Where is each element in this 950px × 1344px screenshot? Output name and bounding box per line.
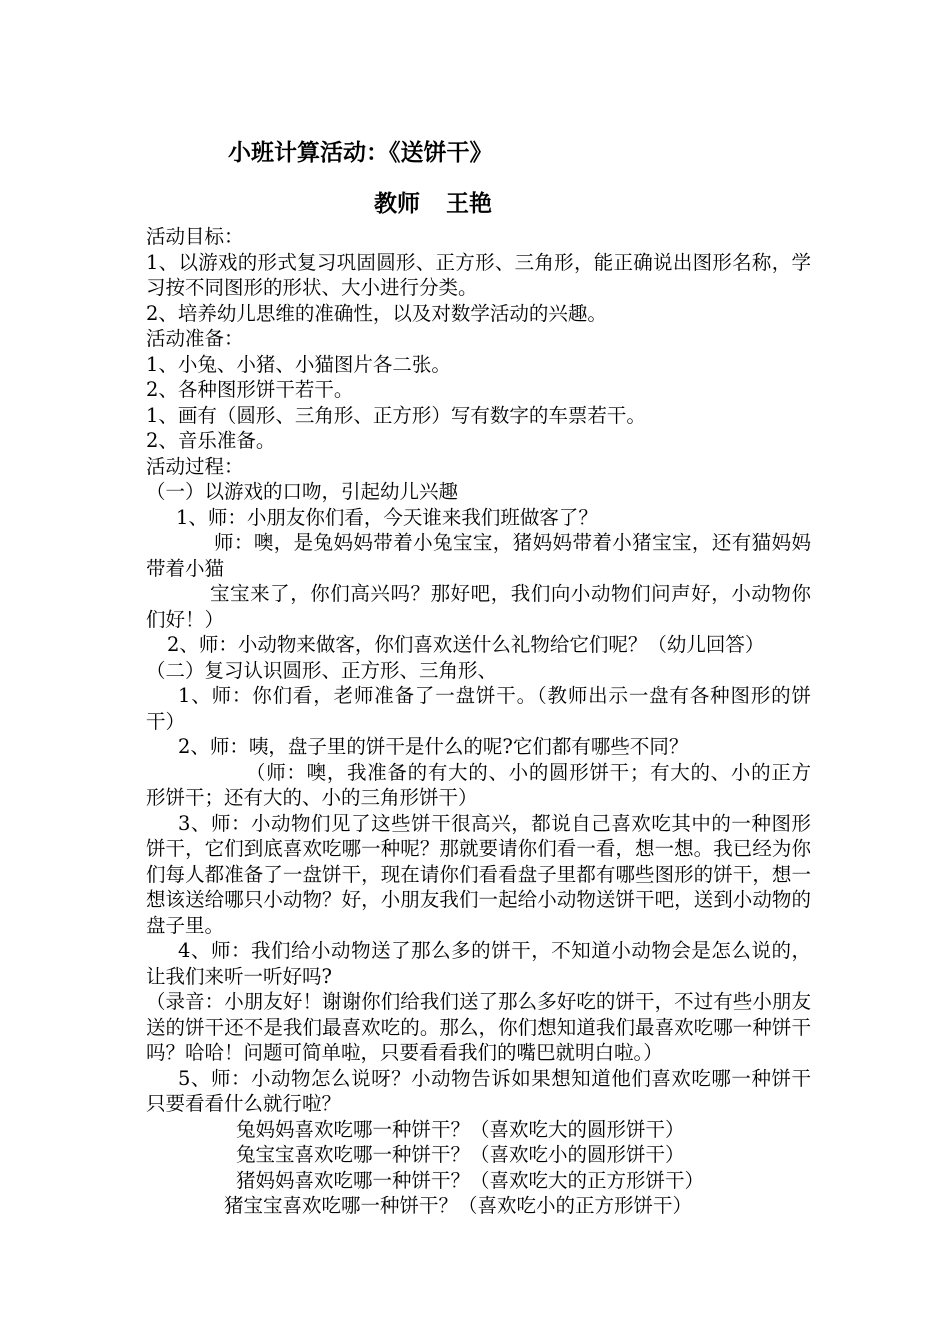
question-line: 兔妈妈喜欢吃哪一种饼干？（喜欢吃大的圆形饼干） <box>236 1117 685 1141</box>
paragraph: （师：噢，我准备的有大的、小的圆形饼干；有大的、小的正方形饼干；还有大的、小的三角形饼干） <box>146 760 811 809</box>
paragraph: 2、培养幼儿思维的准确性，以及对数学活动的兴趣。 <box>146 301 607 325</box>
question-line: 兔宝宝喜欢吃哪一种饼干？（喜欢吃小的圆形饼干） <box>236 1143 685 1166</box>
paragraph: 3、师：小动物们见了这些饼干很高兴，都说自己喜欢吃其中的一种图形饼干，它们到底喜欢吃哪一种呢？那就要请你们看一看，想一想。我已经为你们每人都准备了一盘饼干，现在请你们看看盘子里都有哪些图形的饼干，想一想该送给哪只小动物？好，小朋友我们一起给小动物送饼干吧，送到小动物的盘子里。 <box>146 811 811 937</box>
document-body <box>146 224 811 1219</box>
author-line <box>374 185 492 218</box>
paragraph: 5、师：小动物怎么说呀？小动物告诉如果想知道他们喜欢吃哪一种饼干只要看看什么就行啦？ <box>146 1066 811 1115</box>
author-name: 王艳 <box>446 191 492 217</box>
paragraph: 2、各种图形饼干若干。 <box>146 378 354 401</box>
paragraph: 2、师：小动物来做客，你们喜欢送什么礼物给它们呢？（幼儿回答） <box>167 633 765 656</box>
paragraph: 1、小兔、小猪、小猫图片各二张。 <box>146 352 451 376</box>
question-line: 猪妈妈喜欢吃哪一种饼干？（喜欢吃大的正方形饼干） <box>236 1168 705 1192</box>
paragraph: 2、音乐准备。 <box>146 429 276 452</box>
author-role: 教师 <box>374 191 420 217</box>
paragraph: 师：噢，是兔妈妈带着小兔宝宝，猪妈妈带着小猪宝宝，还有猫妈妈带着小猫 <box>146 531 811 580</box>
section-heading: 活动过程： <box>146 454 244 478</box>
paragraph: 1、师：你们看，老师准备了一盘饼干。（教师出示一盘有各种图形的饼干） <box>146 684 811 733</box>
paragraph: 宝宝来了，你们高兴吗？那好吧，我们向小动物们问声好，小动物你们好！） <box>146 582 811 631</box>
paragraph: 2、师：咦，盘子里的饼干是什么的呢?它们都有哪些不同？ <box>178 735 689 758</box>
section-heading: 活动目标： <box>146 225 244 248</box>
paragraph: 1、师：小朋友你们看，今天谁来我们班做客了？ <box>176 505 598 529</box>
subsection-heading: （一）以游戏的口吻，引起幼儿兴趣 <box>146 480 459 503</box>
paragraph: （录音：小朋友好！谢谢你们给我们送了那么多好吃的饼干，不过有些小朋友送的饼干还不是我们最喜欢吃的。那么，你们想知道我们最喜欢吃哪一种饼干吗？哈哈！问题可简单啦，只要看看我们的嘴巴就明白啦。） <box>146 990 811 1064</box>
document-title: 小班计算活动：《送饼干》 <box>228 140 493 166</box>
section-heading: 活动准备： <box>146 327 244 350</box>
paragraph: 1、画有（圆形、三角形、正方形）写有数字的车票若干。 <box>146 403 646 427</box>
subsection-heading: （二）复习认识圆形、正方形、三角形、 <box>146 658 498 682</box>
paragraph: 1、以游戏的形式复习巩固圆形、正方形、三角形，能正确说出图形名称，学习按不同图形的形状、大小进行分类。 <box>146 250 811 299</box>
paragraph: 4、师：我们给小动物送了那么多的饼干，不知道小动物会是怎么说的，让我们来听一听好吗? <box>146 939 811 988</box>
question-line: 猪宝宝喜欢吃哪一种饼干？（喜欢吃小的正方形饼干） <box>224 1194 693 1217</box>
